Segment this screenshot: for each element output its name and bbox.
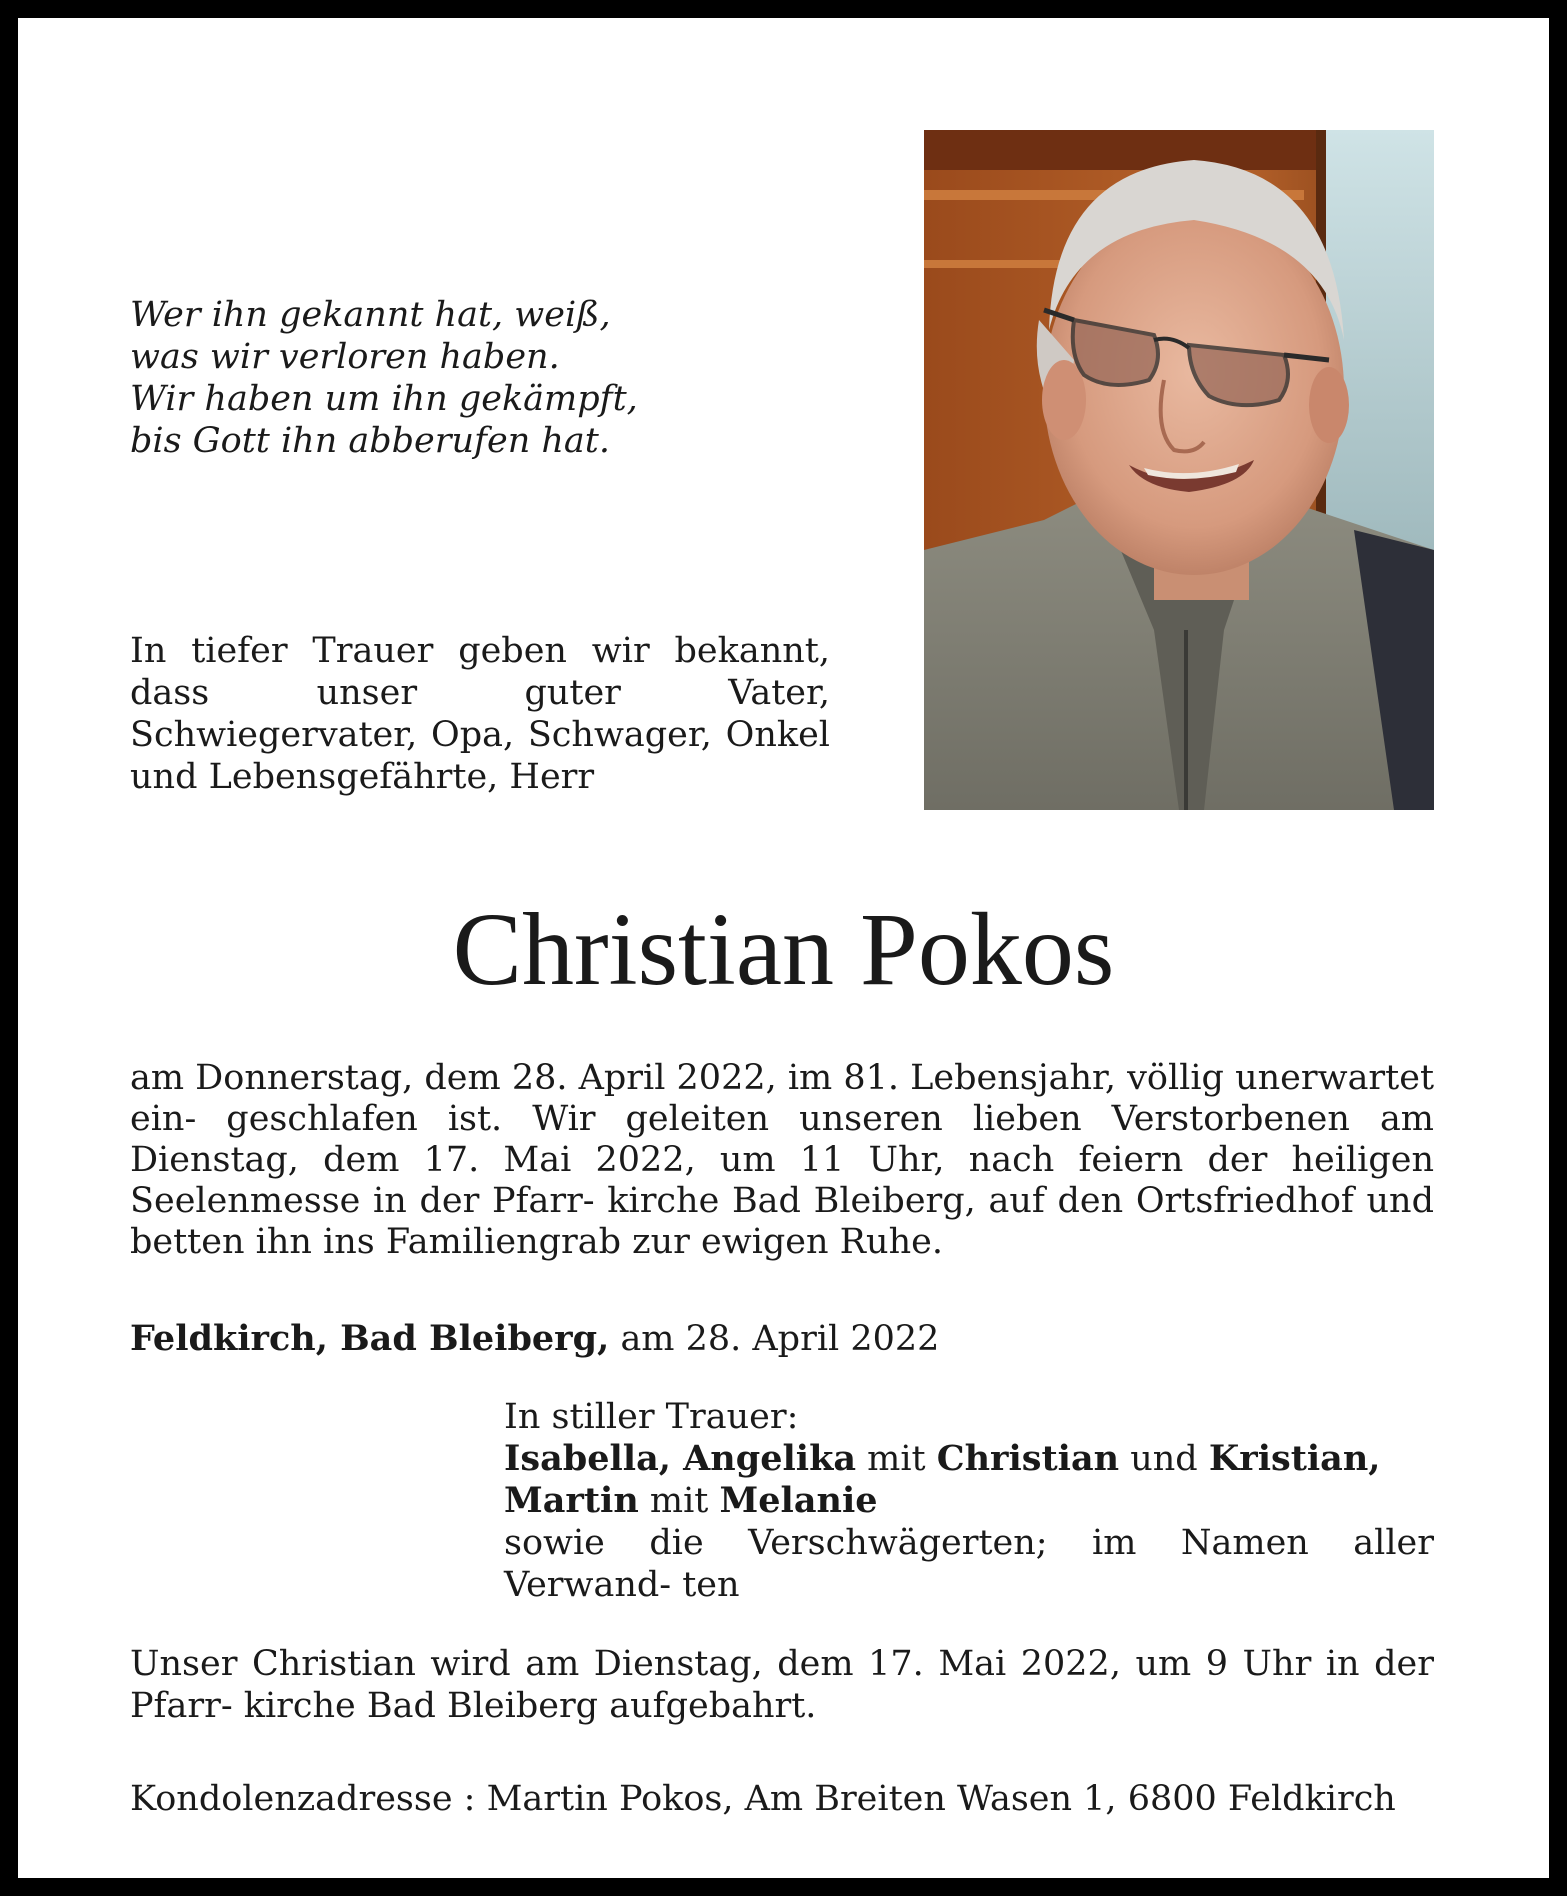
mourners-heading: In stiller Trauer: (504, 1397, 799, 1437)
mourner-mit-2: mit (649, 1481, 709, 1521)
mourners-block (504, 1396, 1434, 1606)
mourner-und: und (1130, 1439, 1198, 1479)
mourners-line-1 (504, 1438, 1434, 1480)
mourner-mit-1: mit (867, 1439, 926, 1479)
obituary-page (18, 18, 1549, 1878)
place-and-date (130, 1318, 939, 1360)
portrait-photo (924, 130, 1434, 810)
mourner-names-3: Kristian, (1208, 1438, 1381, 1479)
mourner-names-4: Martin (504, 1480, 639, 1521)
deceased-name: Christian Pokos (452, 892, 1115, 1007)
poem-line-3: Wir haben um ihn gekämpft, (130, 379, 638, 419)
places: Feldkirch, Bad Bleiberg, (130, 1318, 610, 1359)
poem-line-1: Wer ihn gekannt hat, weiß, (130, 295, 611, 335)
announcement-body: am Donnerstag, dem 28. April 2022, im 81. Lebensjahr, völlig unerwartet ein- geschlafen ist. Wir geleiten unseren lieben Verstorbenen am Dienstag, dem 17. Mai 2022, um 11 Uhr, nach feiern der heiligen Seelenmesse in der Pfarr- kirche Bad Bleiberg, auf den Ortsfriedhof und betten ihn ins Familiengrab zur ewigen Ruhe. (130, 1058, 1435, 1262)
mourner-names-5: Melanie (719, 1480, 878, 1521)
mourner-names-2: Christian (936, 1438, 1120, 1479)
memorial-poem (130, 294, 850, 462)
condolence-address: Kondolenzadresse : Martin Pokos, Am Breiten Wasen 1, 6800 Feldkirch (130, 1779, 1396, 1819)
announcement-intro: In tiefer Trauer geben wir bekannt, dass unser guter Vater, Schwiegervater, Opa, Schwager, Onkel und Lebensgefährte, Herr (130, 631, 830, 797)
mourner-names-1: Isabella, Angelika (504, 1438, 856, 1479)
poem-line-2: was wir verloren haben. (130, 337, 560, 377)
date: am 28. April 2022 (620, 1319, 940, 1359)
mourners-line-2 (504, 1480, 1434, 1522)
mourners-relatives: sowie die Verschwägerten; im Namen aller Verwand- ten (504, 1523, 1434, 1605)
laying-out-notice: Unser Christian wird am Dienstag, dem 17. Mai 2022, um 9 Uhr in der Pfarr- kirche Bad Bleiberg aufgebahrt. (130, 1644, 1434, 1726)
poem-line-4: bis Gott ihn abberufen hat. (130, 421, 610, 461)
